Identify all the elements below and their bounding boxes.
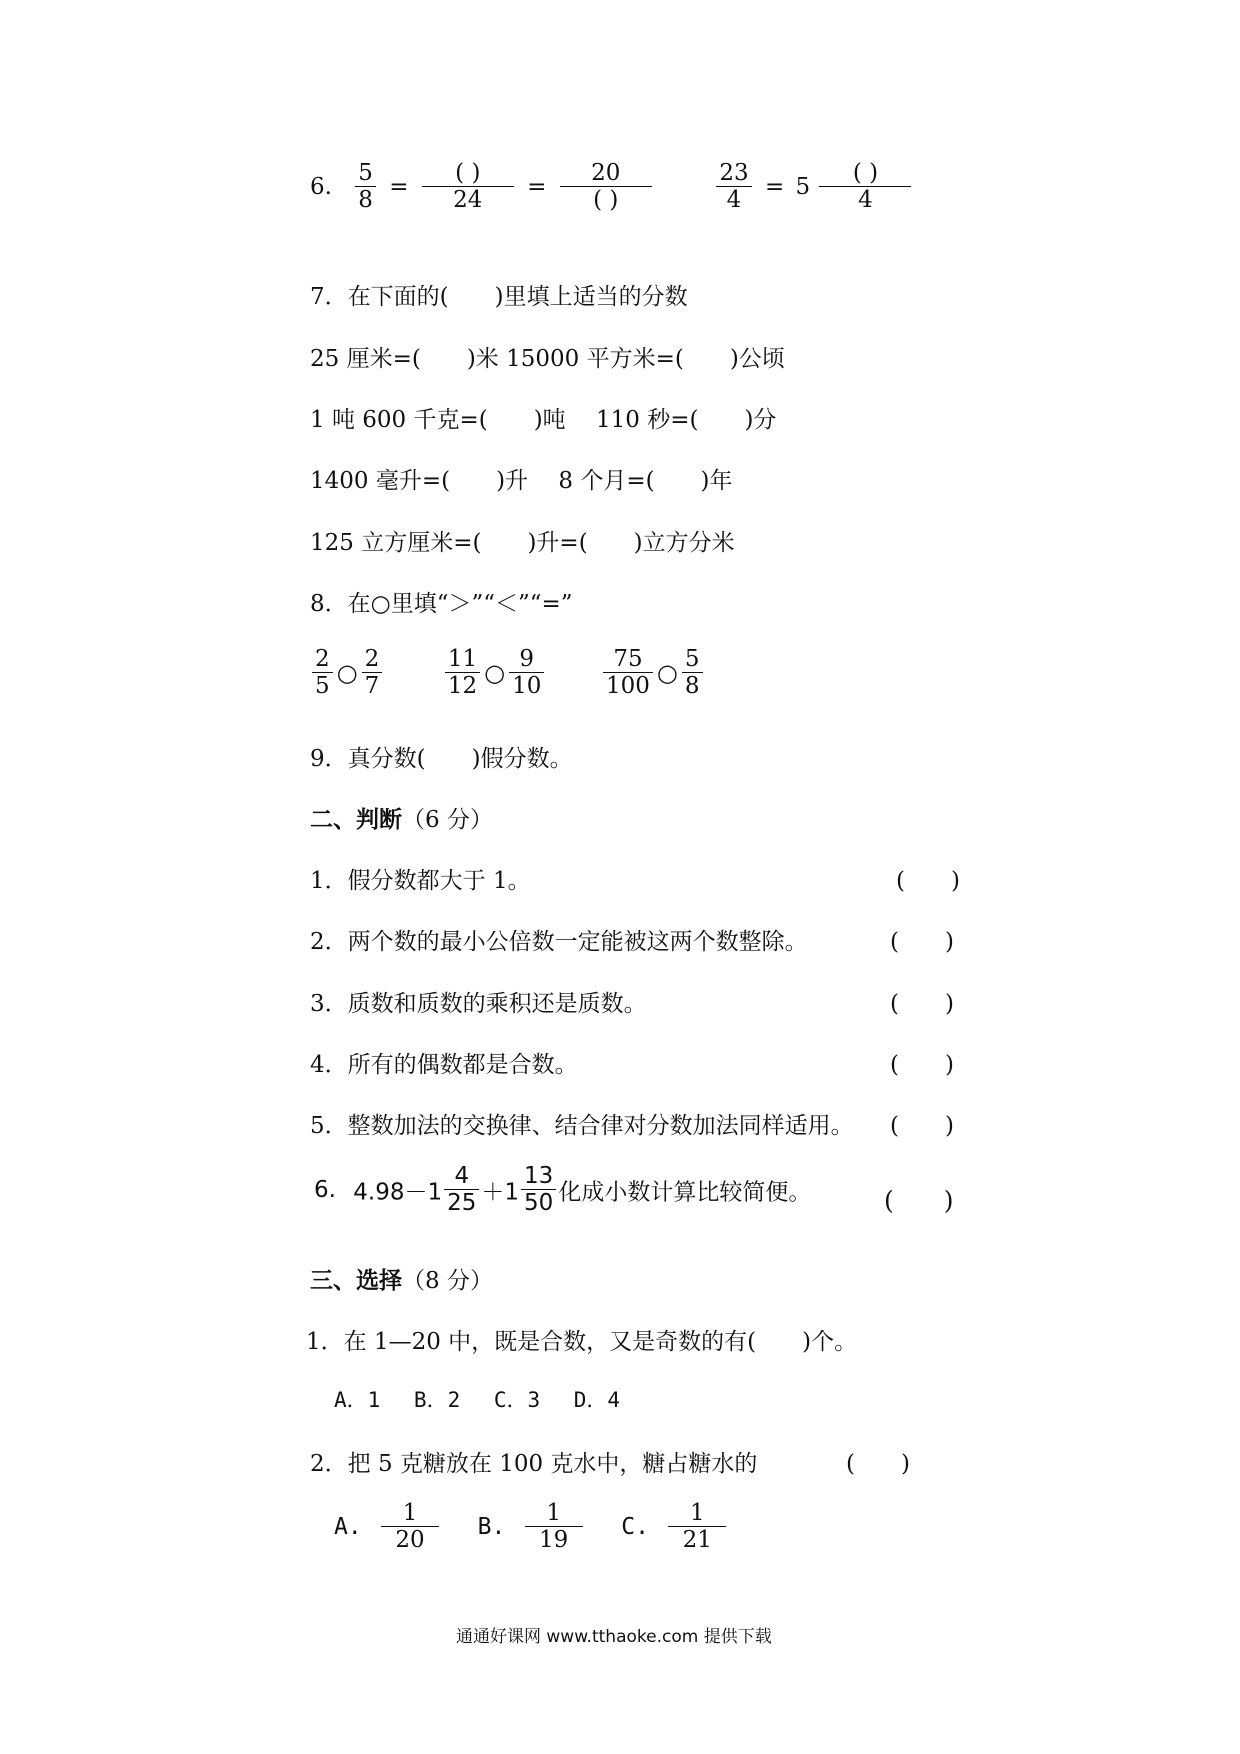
answer-blank[interactable]: ( ) (890, 991, 954, 1017)
fraction (444, 1163, 479, 1217)
option-label: C. (621, 1513, 649, 1540)
denominator: 21 (682, 1527, 712, 1554)
fraction (312, 646, 333, 700)
question-8-comparisons (310, 646, 705, 700)
denominator: 8 (358, 187, 373, 214)
page-footer: 通通好课网 www.tthaoke.com 提供下载 (456, 1627, 772, 1647)
section-title: 三、选择 (310, 1267, 402, 1294)
fraction (362, 646, 383, 700)
section-title: 二、判断 (310, 806, 402, 833)
denominator: 25 (447, 1190, 477, 1217)
fraction (422, 160, 514, 214)
option-label: A. (334, 1513, 362, 1540)
answer-blank[interactable]: ( ) (890, 1052, 954, 1078)
numerator: 2 (362, 646, 383, 673)
numerator-blank[interactable]: ( ) (422, 160, 514, 187)
numerator: 23 (716, 160, 751, 187)
question-7-title: 7．在下面的( )里填上适当的分数 (310, 284, 688, 310)
section-2-heading (310, 801, 493, 834)
denominator: 7 (364, 673, 380, 700)
expression-tail: 化成小数计算比较简便。 (558, 1179, 812, 1206)
answer-blank[interactable]: ( ) (884, 1186, 954, 1215)
numerator: 5 (355, 160, 376, 187)
judgment-item: 3．质数和质数的乘积还是质数。 (310, 991, 647, 1017)
equals-sign: = (389, 173, 409, 200)
compare-circle[interactable]: ○ (484, 658, 506, 687)
expression-lead: 4.98－1 (353, 1179, 443, 1206)
denominator: 10 (512, 673, 542, 700)
denominator: 100 (606, 673, 650, 700)
question-7-row[interactable]: 25 厘米=( )米 15000 平方米=( )公顷 (310, 346, 785, 372)
numerator: 2 (312, 646, 333, 673)
denominator: 4 (726, 187, 742, 214)
question-number: 6. (314, 1176, 336, 1203)
judgment-item: 5．整数加法的交换律、结合律对分数加法同样适用。 (310, 1113, 854, 1139)
equals-sign: = (764, 173, 785, 200)
choice-question-1[interactable]: 1．在 1—20 中，既是合数，又是奇数的有( )个。 (306, 1329, 858, 1355)
question-7-row[interactable]: 1400 毫升=( )升 8 个月=( )年 (310, 468, 733, 494)
numerator-blank[interactable]: ( ) (819, 160, 911, 187)
denominator: 24 (453, 187, 483, 214)
answer-blank[interactable]: ( ) (846, 1451, 910, 1477)
denominator: 20 (395, 1527, 425, 1554)
numerator: 20 (560, 160, 652, 187)
question-7-row[interactable]: 125 立方厘米=( )升=( )立方分米 (310, 530, 735, 556)
section-score: （6 分） (402, 807, 493, 833)
question-number: 6. (310, 173, 332, 200)
question-7-row[interactable]: 1 吨 600 千克=( )吨 110 秒=( )分 (310, 407, 777, 433)
denominator-blank[interactable]: ( ) (593, 187, 619, 214)
question-9[interactable]: 9．真分数( )假分数。 (310, 746, 573, 772)
denominator: 50 (524, 1190, 554, 1217)
option-label: B. (477, 1513, 506, 1540)
judgment-item: 2．两个数的最小公倍数一定能被这两个数整除。 (310, 929, 808, 955)
judgment-item-6 (314, 1163, 811, 1217)
fraction (603, 646, 653, 700)
option-a[interactable] (334, 1500, 448, 1554)
denominator: 19 (539, 1527, 569, 1554)
numerator: 1 (525, 1500, 583, 1527)
denominator: 12 (447, 673, 478, 700)
choice-question-2: 2．把 5 克糖放在 100 克水中，糖占糖水的 (310, 1451, 758, 1477)
expression-plus: ＋1 (481, 1179, 520, 1206)
section-score: （8 分） (402, 1268, 493, 1294)
judgment-item: 4．所有的偶数都是合数。 (310, 1052, 578, 1078)
denominator: 8 (684, 673, 700, 700)
fraction (521, 1163, 556, 1217)
question-6 (310, 160, 913, 214)
numerator: 1 (381, 1500, 439, 1527)
fraction (682, 646, 703, 700)
numerator: 13 (521, 1163, 556, 1190)
judgment-item: 1．假分数都大于 1。 (310, 868, 531, 894)
choice-options-fractions (334, 1500, 728, 1554)
fraction (716, 160, 751, 214)
answer-blank[interactable]: ( ) (890, 929, 954, 955)
option-b[interactable] (477, 1500, 592, 1554)
numerator: 1 (668, 1500, 726, 1527)
denominator: 5 (315, 673, 330, 700)
compare-circle[interactable]: ○ (336, 658, 358, 687)
option-c[interactable] (621, 1500, 728, 1554)
fraction (381, 1500, 439, 1554)
numerator: 9 (509, 646, 544, 673)
equals-sign: = (527, 173, 547, 200)
section-3-heading (310, 1262, 493, 1295)
fraction (355, 160, 376, 214)
answer-blank[interactable]: ( ) (890, 1113, 954, 1139)
numerator: 75 (603, 646, 653, 673)
fraction (445, 646, 480, 700)
numerator: 11 (445, 646, 480, 673)
fraction (525, 1500, 583, 1554)
compare-circle[interactable]: ○ (656, 658, 678, 687)
denominator: 4 (858, 187, 873, 214)
fraction (819, 160, 911, 214)
fraction (560, 160, 652, 214)
numerator: 4 (444, 1163, 479, 1190)
numerator: 5 (682, 646, 703, 673)
fraction (668, 1500, 726, 1554)
fraction (509, 646, 544, 700)
answer-blank[interactable]: ( ) (896, 868, 960, 894)
choice-options[interactable]: A．1 B．2 C．3 D．4 (334, 1388, 621, 1412)
question-8-title: 8．在○里填“＞”“＜”“=” (310, 591, 573, 617)
whole-number: 5 (795, 173, 811, 200)
